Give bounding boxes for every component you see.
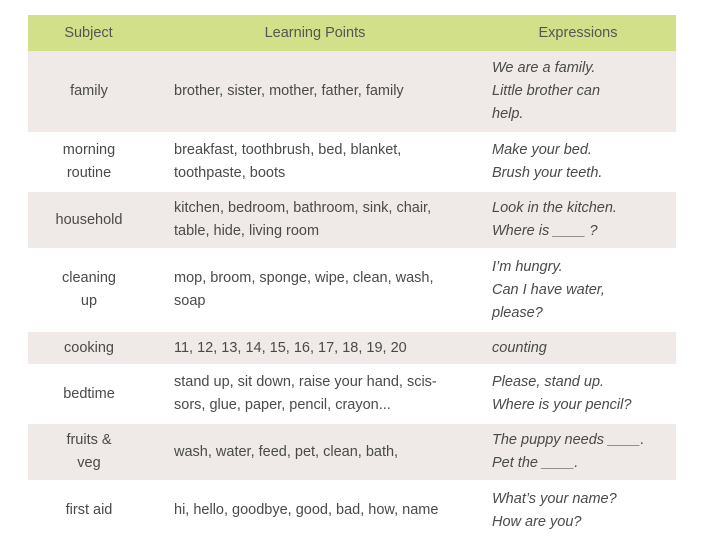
cell-line: help. xyxy=(492,106,524,122)
cell-line: brother, sister, mother, father, family xyxy=(174,83,404,99)
cell-line: breakfast, toothbrush, bed, blanket, xyxy=(174,142,402,158)
table-row xyxy=(28,133,676,191)
cell-line: kitchen, bedroom, bathroom, sink, chair, xyxy=(174,200,432,216)
cell-line: soap xyxy=(174,293,206,309)
subject-cell xyxy=(28,331,150,365)
header-subject: Subject xyxy=(28,15,150,51)
learning-points-cell xyxy=(150,249,480,331)
cell-line: How are you? xyxy=(492,513,582,530)
expressions-cell xyxy=(480,331,676,365)
table-row xyxy=(28,481,676,539)
cell-line: please? xyxy=(492,304,543,321)
learning-points-cell xyxy=(150,331,480,365)
table-row xyxy=(28,191,676,249)
expressions-cell xyxy=(480,423,676,481)
table-row xyxy=(28,51,676,133)
learning-points-cell xyxy=(150,191,480,249)
learning-points-cell xyxy=(150,365,480,423)
cell-line: cleaning xyxy=(61,270,116,286)
curriculum-table xyxy=(28,15,676,539)
cell-line: The puppy needs ____. xyxy=(492,432,645,448)
cell-line: Brush your teeth. xyxy=(492,165,603,181)
cell-line: We are a family. xyxy=(492,60,596,76)
header-learning-points: Learning Points xyxy=(150,15,480,51)
expressions-cell xyxy=(480,133,676,191)
cell-line: family xyxy=(70,83,108,99)
subject-cell xyxy=(28,191,150,249)
cell-line: cooking xyxy=(64,339,114,356)
cell-line: table, hide, living room xyxy=(174,223,320,239)
cell-line: veg xyxy=(77,455,101,471)
expressions-cell xyxy=(480,51,676,133)
cell-line: What’s your name? xyxy=(492,490,617,507)
cell-line: toothpaste, boots xyxy=(174,165,286,181)
expressions-cell xyxy=(480,481,676,539)
subject-cell xyxy=(28,481,150,539)
subject-cell xyxy=(28,365,150,423)
cell-line: Where is ____ ? xyxy=(492,223,598,239)
cell-line: Make your bed. xyxy=(492,142,592,158)
subject-cell xyxy=(28,423,150,481)
cell-line: stand up, sit down, raise your hand, scis- xyxy=(174,374,437,390)
expressions-cell xyxy=(480,191,676,249)
subject-cell xyxy=(28,133,150,191)
cell-line: Little brother can xyxy=(492,83,601,99)
cell-line: household xyxy=(55,211,123,228)
cell-line: Please, stand up. xyxy=(492,374,605,390)
expressions-cell xyxy=(480,249,676,331)
subject-cell xyxy=(28,249,150,331)
cell-line: first aid xyxy=(65,502,113,518)
cell-line: counting xyxy=(492,339,547,356)
learning-points-cell xyxy=(150,133,480,191)
subject-cell xyxy=(28,51,150,133)
cell-line: 11, 12, 13, 14, 15, 16, 17, 18, 19, 20 xyxy=(174,339,407,356)
cell-line: hi, hello, goodbye, good, bad, how, name xyxy=(174,502,439,518)
cell-line: fruits & xyxy=(66,432,112,448)
learning-points-cell xyxy=(150,51,480,133)
cell-line: morning xyxy=(62,142,116,158)
cell-line: routine xyxy=(66,165,112,181)
table-row xyxy=(28,331,676,365)
cell-line: Can I have water, xyxy=(492,281,605,298)
cell-line: I’m hungry. xyxy=(492,258,563,275)
cell-line: Where is your pencil? xyxy=(492,397,632,413)
cell-line: Look in the kitchen. xyxy=(492,200,617,216)
cell-line: bedtime xyxy=(63,385,115,402)
learning-points-cell xyxy=(150,481,480,539)
header-row xyxy=(28,15,676,51)
cell-line: up xyxy=(80,293,98,309)
cell-line: Pet the ____. xyxy=(492,455,579,471)
cell-line: sors, glue, paper, pencil, crayon... xyxy=(174,397,391,413)
cell-line: wash, water, feed, pet, clean, bath, xyxy=(174,443,399,460)
expressions-cell xyxy=(480,365,676,423)
table-row xyxy=(28,423,676,481)
table-row xyxy=(28,249,676,331)
cell-line: mop, broom, sponge, wipe, clean, wash, xyxy=(174,270,434,286)
header-expressions: Expressions xyxy=(480,15,676,51)
table-row xyxy=(28,365,676,423)
learning-points-cell xyxy=(150,423,480,481)
